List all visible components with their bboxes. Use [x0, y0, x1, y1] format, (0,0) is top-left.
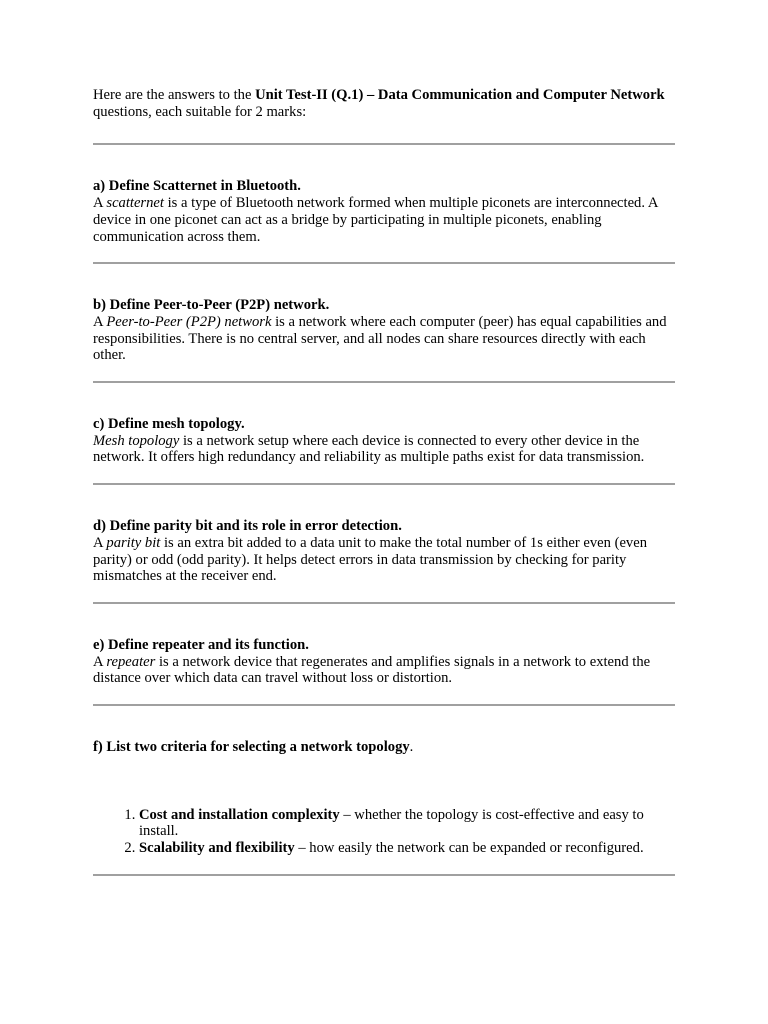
divider — [93, 483, 675, 485]
question-title: d) Define parity bit and its role in error detection. — [93, 518, 402, 535]
intro-lead-text: Here are the answers to the — [93, 87, 256, 103]
term: Mesh topology — [93, 432, 180, 449]
divider — [93, 143, 675, 145]
document-page — [93, 87, 676, 876]
question-f — [93, 739, 676, 857]
question-title: c) Define mesh topology. — [93, 416, 245, 433]
criteria-list — [93, 807, 676, 857]
divider — [93, 704, 675, 706]
term: Peer-to-Peer (P2P) network — [106, 313, 272, 330]
list-item: 2. Scalability and flexibility – how easily the network can be expanded or reconfigured. — [139, 840, 676, 857]
question-b — [93, 297, 676, 364]
term: parity bit — [106, 534, 161, 551]
question-title: a) Define Scatternet in Bluetooth. — [93, 178, 301, 195]
answer-text: A Peer-to-Peer (P2P) network is a network where each computer (peer) has equal capabilities and responsibilities. There is no central server, and all nodes can share resources directly with each other. — [93, 313, 667, 364]
question-title: f) List two criteria for selecting a network topology. — [93, 739, 414, 756]
answer-text: Mesh topology is a network setup where each device is connected to every other device in the network. It offers high redundancy and reliability as multiple paths exist for data transmission. — [93, 432, 645, 466]
question-title: e) Define repeater and its function. — [93, 636, 309, 653]
question-a — [93, 178, 676, 245]
question-e — [93, 637, 676, 687]
divider — [93, 262, 675, 264]
divider — [93, 602, 675, 604]
intro-tail-text: questions, each suitable for 2 marks: — [93, 103, 307, 120]
intro-title: Unit Test-II (Q.1) – Data Communication and Computer Network — [255, 87, 665, 103]
answer-text: A repeater is a network device that regenerates and amplifies signals in a network to extend the distance over which data can travel without loss or distortion. — [93, 653, 651, 687]
divider — [93, 381, 675, 383]
list-item: 1. Cost and installation complexity – whether the topology is cost-effective and easy to install. — [139, 807, 676, 840]
term: repeater — [106, 653, 156, 670]
intro-paragraph — [93, 87, 676, 120]
question-d — [93, 518, 676, 585]
term: scatternet — [106, 195, 164, 212]
answer-text: A parity bit is an extra bit added to a data unit to make the total number of 1s either even (even parity) or odd (odd parity). It helps detect errors in data transmission by checking for parity mismatches at the receiver end. — [93, 534, 648, 585]
divider — [93, 874, 675, 876]
question-title: b) Define Peer-to-Peer (P2P) network. — [93, 297, 330, 314]
answer-text: A scatternet is a type of Bluetooth network formed when multiple piconets are interconnected. A device in one piconet can act as a bridge by participating in multiple piconets, enabling communication across them. — [93, 195, 658, 245]
question-c — [93, 416, 676, 466]
